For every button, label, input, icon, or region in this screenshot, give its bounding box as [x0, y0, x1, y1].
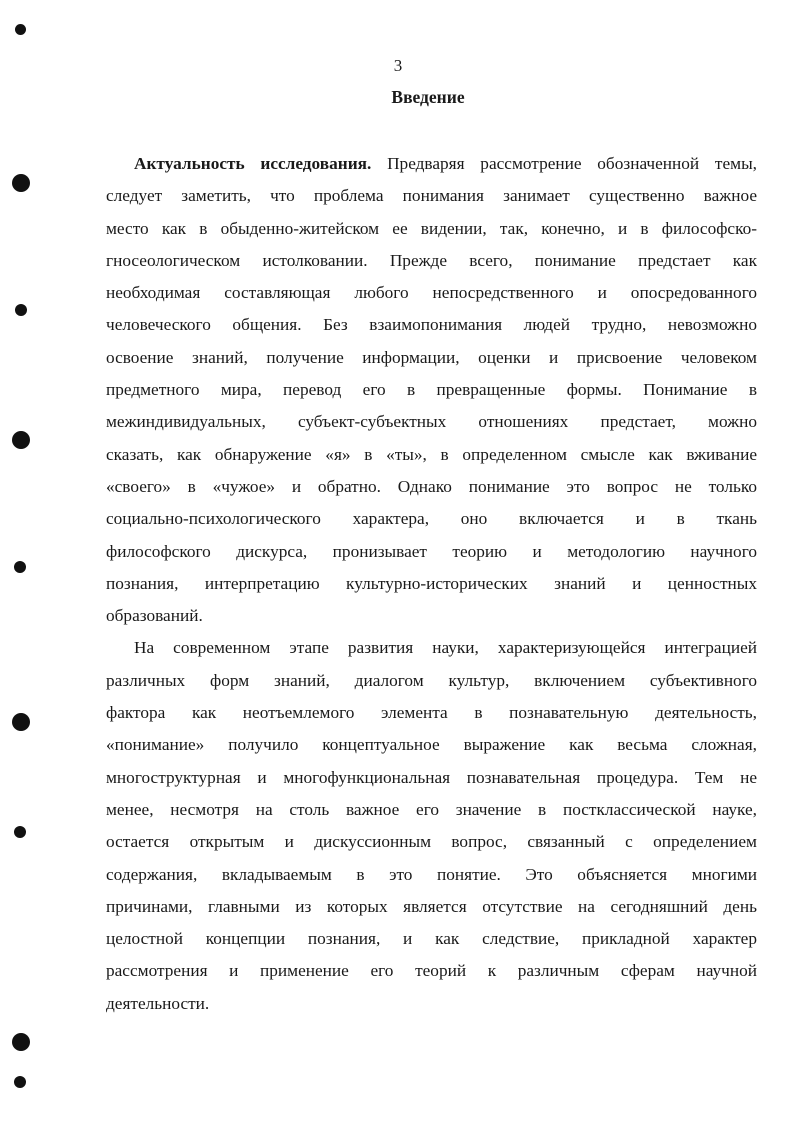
text-line: [106, 439, 757, 471]
text-line: [106, 632, 757, 664]
line-text: межиндивидуальных, субъект-субъектных отношениях предстает, можно: [106, 412, 757, 432]
text-line: [106, 471, 757, 503]
line-text: фактора как неотъемлемого элемента в познавательную деятельность,: [106, 703, 757, 723]
text-line: [106, 665, 757, 697]
text-line: [106, 309, 757, 341]
text-line: [106, 568, 757, 600]
line-text: Предваряя рассмотрение обозначенной темы,: [371, 154, 757, 173]
text-line: [106, 148, 757, 180]
line-text: образований.: [106, 606, 203, 626]
text-line: [106, 891, 757, 923]
text-line: [106, 374, 757, 406]
text-line: [106, 794, 757, 826]
line-text: рассмотрения и применение его теорий к различным сферам научной: [106, 961, 757, 981]
punch-hole: [15, 304, 27, 316]
text-line: [106, 245, 757, 277]
line-text: целостной концепции познания, и как следствие, прикладной характер: [106, 929, 757, 949]
line-text: «своего» в «чужое» и обратно. Однако понимание это вопрос не только: [106, 476, 757, 496]
line-text: философского дискурса, пронизывает теорию и методологию научного: [106, 541, 757, 561]
line-text: На современном этапе развития науки, характеризующейся интеграцией: [134, 638, 757, 658]
punch-hole: [14, 1076, 26, 1088]
text-line: [106, 923, 757, 955]
line-text: необходимая составляющая любого непосредственного и опосредованного: [106, 283, 757, 303]
line-text: человеческого общения. Без взаимопонимания людей трудно, невозможно: [106, 315, 757, 335]
text-line: [106, 729, 757, 761]
text-line: [106, 503, 757, 535]
line-text: социально-психологического характера, оно включается и в ткань: [106, 509, 757, 529]
punch-hole: [14, 826, 26, 838]
line-text: сказать, как обнаружение «я» в «ты», в определенном смысле как вживание: [106, 444, 757, 464]
line-text: следует заметить, что проблема понимания занимает существенно важное: [106, 186, 757, 206]
line-text: менее, несмотря на столь важное его значение в постклассической науке,: [106, 799, 757, 819]
line-text: познания, интерпретацию культурно-исторических знаний и ценностных: [106, 573, 757, 593]
line-text: место как в обыденно-житейском ее видении, так, конечно, и в философско-: [106, 218, 757, 238]
text-line: [106, 859, 757, 891]
line-text: гносеологическом истолковании. Прежде всего, понимание предстает как: [106, 250, 757, 270]
line-text: многоструктурная и многофункциональная познавательная процедура. Тем не: [106, 767, 757, 787]
page-number: 3: [393, 56, 403, 75]
lead-heading: Актуальность исследования.: [134, 154, 372, 173]
text-line: [106, 342, 757, 374]
punch-hole: [14, 561, 26, 573]
text-line: [106, 180, 757, 212]
text-line: [106, 406, 757, 438]
line-text: различных форм знаний, диалогом культур, включением субъективного: [106, 670, 757, 690]
text-line: [106, 697, 757, 729]
line-text: деятельности.: [106, 993, 210, 1013]
text-line: [106, 213, 757, 245]
text-line: [106, 600, 757, 632]
text-line: [106, 762, 757, 794]
punch-hole: [12, 1033, 30, 1051]
text-line: [106, 536, 757, 568]
text-line: [106, 826, 757, 858]
line-text: освоение знаний, получение информации, оценки и присвоение человеком: [106, 347, 757, 367]
punch-hole: [12, 174, 30, 192]
punch-hole: [12, 713, 30, 731]
section-title: Введение: [391, 87, 465, 107]
text-line: [106, 955, 757, 987]
line-text: предметного мира, перевод его в превращенные формы. Понимание в: [106, 380, 757, 400]
text-line: [106, 277, 757, 309]
text-line: [106, 988, 757, 1020]
punch-hole: [15, 24, 26, 35]
line-text: содержания, вкладываемым в это понятие. Это объясняется многими: [106, 864, 757, 884]
line-text: остается открытым и дискуссионным вопрос, связанный с определением: [106, 832, 757, 852]
line-text: причинами, главными из которых является отсутствие на сегодняшний день: [106, 896, 757, 916]
document-body: [106, 148, 757, 1020]
punch-hole: [12, 431, 30, 449]
line-text: «понимание» получило концептуальное выражение как весьма сложная,: [106, 735, 757, 755]
